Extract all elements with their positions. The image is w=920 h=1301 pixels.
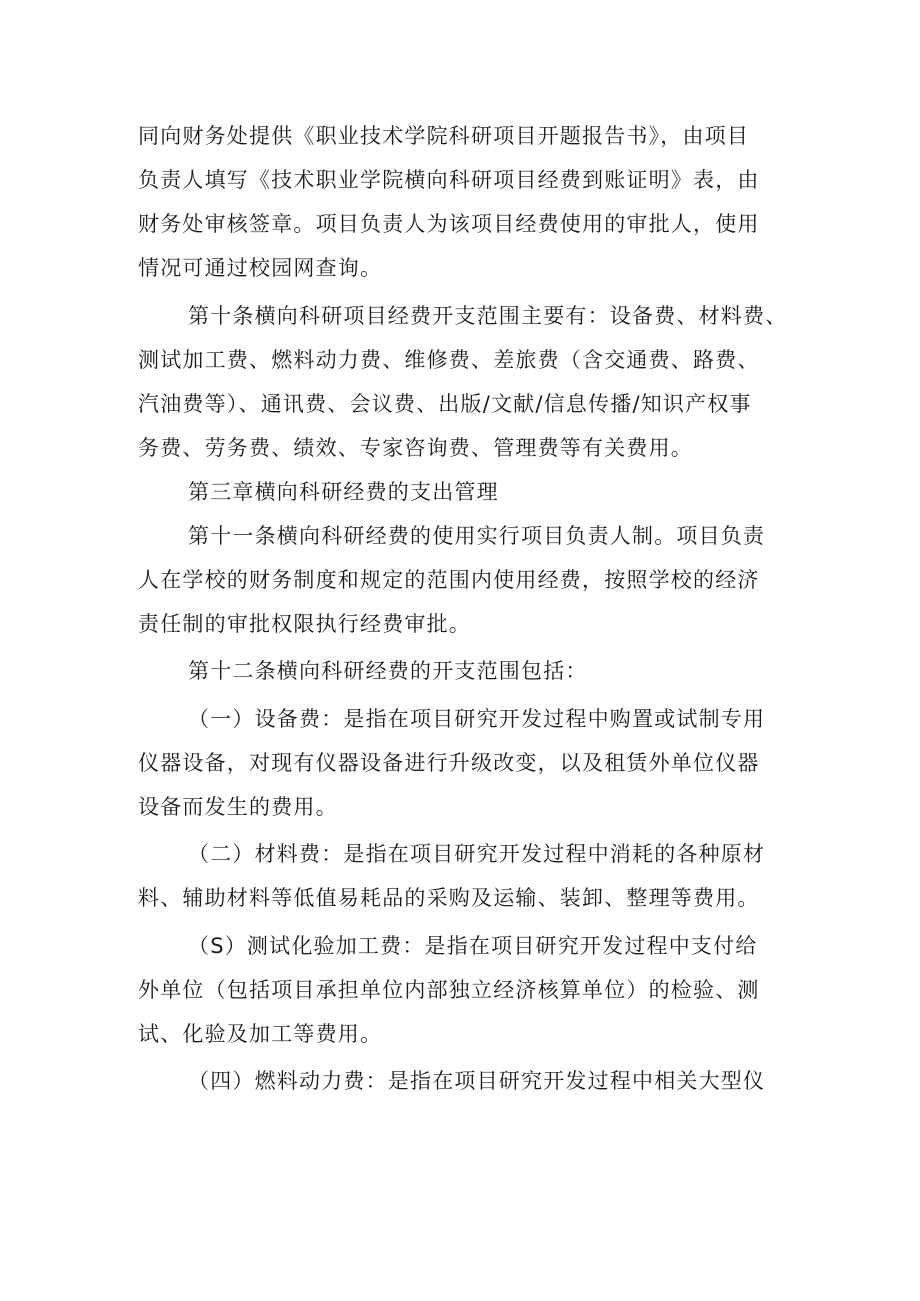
text-line: 责任制的审批权限执行经费审批。 — [138, 611, 471, 636]
paragraph-item-2 — [138, 832, 798, 920]
text-line: （四）燃料动力费：是指在项目研究开发过程中相关大型仪 — [188, 1069, 766, 1093]
text-line: 同向财务处提供《职业技术学院科研项目开题报告书》，由项目 — [138, 124, 750, 148]
paragraph-item-1 — [138, 697, 798, 829]
chapter-heading — [138, 470, 798, 514]
text-line: （一）设备费：是指在项目研究开发过程中购置或试制专用 — [188, 706, 766, 731]
document-body — [138, 114, 798, 1103]
paragraph-article-11 — [138, 514, 798, 646]
text-line: 负责人填写《技术职业学院横向科研项目经费到账证明》表，由 — [138, 168, 760, 192]
paragraph-item-4 — [138, 1059, 798, 1103]
text-line: 情况可通过校园网查询。 — [138, 256, 383, 280]
text-line: 第十条横向科研项目经费开支范围主要有：设备费、材料费、 — [188, 303, 788, 328]
text-line: 料、辅助材料等低值易耗品的采购及运输、装卸、整理等费用。 — [138, 886, 760, 910]
text-line: 外单位（包括项目承担单位内部独立经济核算单位）的检验、测 — [138, 977, 760, 1002]
text-line: 财务处审核签章。项目负责人为该项目经费使用的审批人，使用 — [138, 212, 760, 236]
text-line: 人在学校的财务制度和规定的范围内使用经费，按照学校的经济 — [138, 567, 760, 592]
text-line: 第三章横向科研经费的支出管理 — [188, 479, 499, 504]
text-line: 第十二条横向科研经费的开支范围包括： — [188, 659, 588, 683]
text-line: 仪器设备，对现有仪器设备进行升级改变，以及租赁外单位仪器 — [138, 750, 760, 775]
paragraph-intro-continued — [138, 114, 798, 290]
text-line: 试、化验及加工等费用。 — [138, 1021, 383, 1046]
paragraph-article-12 — [138, 649, 798, 693]
text-line: （S）测试化验加工费：是指在项目研究开发过程中支付给 — [188, 933, 758, 958]
text-line: 测试加工费、燃料动力费、维修费、差旅费（含交通费、路费、 — [138, 347, 760, 372]
paragraph-article-10 — [138, 294, 798, 470]
text-line: （二）材料费：是指在项目研究开发过程中消耗的各种原材 — [188, 842, 766, 866]
text-line: 设备而发生的费用。 — [138, 794, 338, 819]
paragraph-item-3 — [138, 924, 798, 1056]
text-line: 第十一条横向科研经费的使用实行项目负责人制。项目负责 — [188, 523, 766, 548]
text-line: 务费、劳务费、绩效、专家咨询费、管理费等有关费用。 — [138, 435, 693, 460]
text-line: 汽油费等）、通讯费、会议费、出版/文献/信息传播/知识产权事 — [138, 391, 752, 416]
